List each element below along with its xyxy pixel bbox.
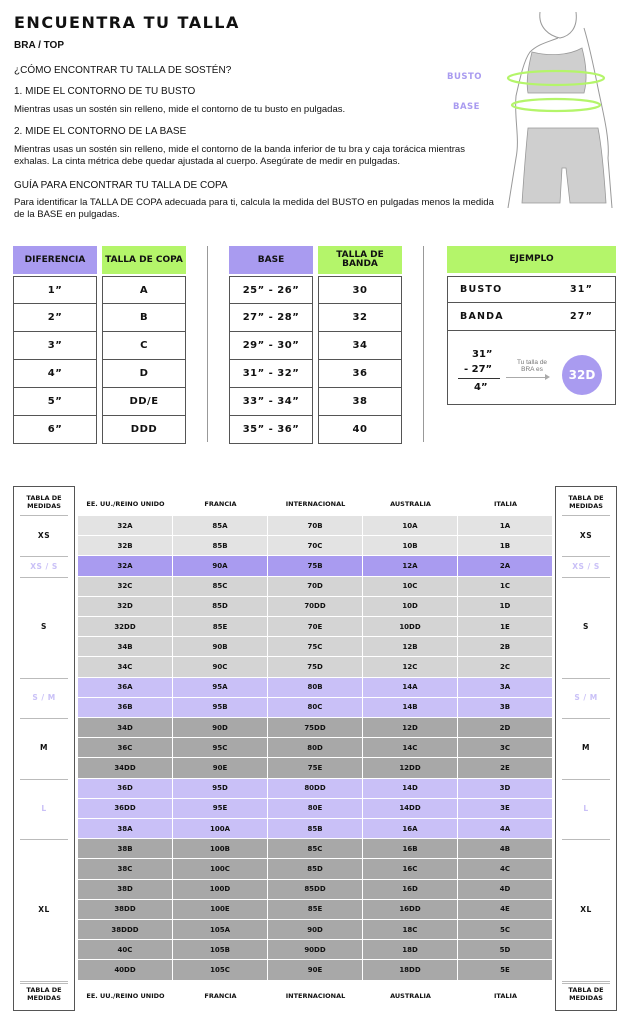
size-cell: 70C [268, 536, 363, 556]
page-title: ENCUENTRA TU TALLA [14, 13, 240, 32]
size-cell: 100B [173, 839, 268, 859]
size-cell: 85DD [268, 880, 363, 900]
busto-label: BUSTO [447, 72, 483, 82]
side-divider [562, 718, 610, 719]
torso-illustration [498, 8, 628, 208]
size-cell: 16D [363, 880, 458, 900]
size-cell: 100A [173, 819, 268, 839]
size-label: M [582, 743, 590, 753]
arrow-head-icon [545, 374, 550, 380]
side-divider [562, 983, 610, 984]
size-label: XS [579, 531, 593, 541]
calc-result: 4” [474, 382, 488, 393]
band-table-cell: 25” - 26” [229, 276, 313, 304]
size-cell: 2B [458, 637, 553, 657]
band-table-cell: 34 [318, 332, 402, 360]
side-header-top: TABLA DE MEDIDAS [568, 494, 604, 510]
band-table-cell: 31” - 32” [229, 360, 313, 388]
side-divider [20, 983, 68, 984]
size-cell: 90D [268, 920, 363, 940]
size-cell: 80E [268, 799, 363, 819]
size-cell: 95E [173, 799, 268, 819]
side-divider [20, 556, 68, 557]
size-cell: 4B [458, 839, 553, 859]
example-banda-key: BANDA [460, 311, 504, 322]
cup-table-cell: 4” [13, 360, 97, 388]
size-cell: 4A [458, 819, 553, 839]
side-divider [562, 678, 610, 679]
cup-table-cell: 3” [13, 332, 97, 360]
size-cell: 3B [458, 698, 553, 718]
size-cell: 32DD [78, 617, 173, 637]
size-cell: 2D [458, 718, 553, 738]
size-sidebar-right [555, 486, 617, 1011]
side-divider [20, 718, 68, 719]
size-cell: 90DD [268, 940, 363, 960]
size-cell: 10D [363, 597, 458, 617]
side-divider [562, 839, 610, 840]
column-header: FRANCIA [204, 500, 237, 508]
side-divider [20, 678, 68, 679]
size-cell: 14B [363, 698, 458, 718]
column-footer: AUSTRALIA [390, 991, 431, 1000]
size-cell: 2E [458, 758, 553, 778]
column-footer: EE. UU./REINO UNIDO [86, 991, 165, 1000]
cup-table-cell: DDD [102, 416, 186, 444]
size-cell: 36B [78, 698, 173, 718]
size-cell: 90E [268, 960, 363, 980]
example-section [447, 246, 616, 406]
side-divider [562, 577, 610, 578]
size-cell: 4E [458, 900, 553, 920]
size-cell: 16A [363, 819, 458, 839]
calc-bust: 31” [472, 349, 493, 360]
size-cell: 2A [458, 556, 553, 576]
size-cell: 70D [268, 577, 363, 597]
cup-table-cell: 1” [13, 276, 97, 304]
size-sidebar-left [13, 486, 75, 1011]
size-label: XS / S [30, 561, 58, 571]
size-cell: 3A [458, 678, 553, 698]
size-cell: 85E [268, 900, 363, 920]
size-cell: 1A [458, 516, 553, 536]
size-cell: 95C [173, 738, 268, 758]
column-footer: FRANCIA [204, 991, 237, 1000]
column-header: INTERNACIONAL [285, 500, 346, 508]
size-cell: 80DD [268, 779, 363, 799]
size-label: S [583, 622, 589, 632]
size-cell: 16C [363, 859, 458, 879]
side-divider [20, 981, 68, 982]
size-cell: 32A [78, 556, 173, 576]
column-header: EE. UU./REINO UNIDO [86, 500, 165, 508]
example-busto-row [447, 276, 616, 303]
size-cell: 70E [268, 617, 363, 637]
side-divider [20, 515, 68, 516]
size-cell: 90C [173, 657, 268, 677]
divider-left [207, 246, 208, 442]
size-cell: 80B [268, 678, 363, 698]
step1-heading: 1. MIDE EL CONTORNO DE TU BUSTO [14, 86, 196, 97]
size-cell: 1C [458, 577, 553, 597]
cup-table-cell: 2” [13, 304, 97, 332]
size-cell: 90B [173, 637, 268, 657]
size-cell: 40DD [78, 960, 173, 980]
size-cell: 1D [458, 597, 553, 617]
band-table-cell: 32 [318, 304, 402, 332]
size-cell: 16DD [363, 900, 458, 920]
column-footer: INTERNACIONAL [285, 991, 346, 1000]
size-cell: 36C [78, 738, 173, 758]
size-cell: 85D [268, 859, 363, 879]
column-header: AUSTRALIA [390, 500, 431, 508]
band-table-cell: 30 [318, 276, 402, 304]
side-header-top: TABLA DE MEDIDAS [26, 494, 62, 510]
size-cell: 32B [78, 536, 173, 556]
size-cell: 2C [458, 657, 553, 677]
size-cell: 14DD [363, 799, 458, 819]
size-cell: 5C [458, 920, 553, 940]
cup-table-cell: C [102, 332, 186, 360]
example-banda-value: 27” [570, 311, 594, 322]
size-cell: 12B [363, 637, 458, 657]
example-calculation [447, 331, 616, 405]
size-cell: 38A [78, 819, 173, 839]
size-cell: 36D [78, 779, 173, 799]
size-label: L [41, 803, 47, 813]
side-divider [562, 515, 610, 516]
size-chart [0, 486, 631, 1010]
side-divider [562, 779, 610, 780]
side-divider [20, 577, 68, 578]
size-cell: 90A [173, 556, 268, 576]
band-table-header: TALLA DE BANDA [318, 246, 402, 274]
band-table-cell: 33” - 34” [229, 388, 313, 416]
size-cell: 100C [173, 859, 268, 879]
size-cell: 34C [78, 657, 173, 677]
size-cell: 14A [363, 678, 458, 698]
size-cell: 40C [78, 940, 173, 960]
step3-text: Para identificar la TALLA DE COPA adecuada para ti, calcula la medida del BUSTO en pulgadas menos la medida de la BASE en pulgadas. [14, 197, 494, 220]
divider-right [423, 246, 424, 442]
band-table-cell: 36 [318, 360, 402, 388]
size-label: XS / S [572, 561, 600, 571]
size-cell: 32D [78, 597, 173, 617]
size-cell: 12C [363, 657, 458, 677]
size-cell: 12A [363, 556, 458, 576]
size-cell: 18DD [363, 960, 458, 980]
calc-base: - 27” [464, 364, 493, 375]
example-banda-row [447, 302, 616, 331]
size-cell: 90D [173, 718, 268, 738]
size-cell: 105C [173, 960, 268, 980]
result-badge: 32D [562, 355, 602, 395]
size-cell: 3C [458, 738, 553, 758]
size-cell: 16B [363, 839, 458, 859]
size-cell: 95A [173, 678, 268, 698]
size-cell: 80D [268, 738, 363, 758]
size-cell: 75B [268, 556, 363, 576]
example-busto-value: 31” [570, 284, 594, 295]
size-cell: 38B [78, 839, 173, 859]
size-cell: 14D [363, 779, 458, 799]
size-cell: 12D [363, 718, 458, 738]
size-cell: 18C [363, 920, 458, 940]
size-cell: 34B [78, 637, 173, 657]
size-cell: 100D [173, 880, 268, 900]
size-cell: 85C [268, 839, 363, 859]
size-cell: 10B [363, 536, 458, 556]
size-label: S / M [32, 692, 56, 702]
size-cell: 34D [78, 718, 173, 738]
size-cell: 3E [458, 799, 553, 819]
band-table-cell: 27” - 28” [229, 304, 313, 332]
size-cell: 32A [78, 516, 173, 536]
calc-rule [458, 378, 500, 379]
size-cell: 4D [458, 880, 553, 900]
size-cell: 85E [173, 617, 268, 637]
cup-table-cell: B [102, 304, 186, 332]
step2-heading: 2. MIDE EL CONTORNO DE LA BASE [14, 126, 187, 137]
size-label: XS [37, 531, 51, 541]
size-cell: 18D [363, 940, 458, 960]
size-label: M [40, 743, 48, 753]
band-table-cell: 35” - 36” [229, 416, 313, 444]
size-cell: 75DD [268, 718, 363, 738]
size-cell: 85D [173, 597, 268, 617]
body-figure [498, 8, 628, 208]
size-cell: 38DDD [78, 920, 173, 940]
column-footer: ITALIA [494, 991, 517, 1000]
side-divider [20, 779, 68, 780]
size-cell: 85B [268, 819, 363, 839]
size-cell: 38C [78, 859, 173, 879]
result-note: Tu talla de BRA es [516, 359, 548, 373]
size-label: S / M [574, 692, 598, 702]
size-cell: 85C [173, 577, 268, 597]
size-cell: 1E [458, 617, 553, 637]
intro-question: ¿CÓMO ENCONTRAR TU TALLA DE SOSTÉN? [14, 65, 232, 76]
side-header-bottom: TABLA DE MEDIDAS [568, 985, 604, 1002]
band-table-header: BASE [229, 246, 313, 274]
size-cell: 70B [268, 516, 363, 536]
size-cell: 5D [458, 940, 553, 960]
size-cell: 95B [173, 698, 268, 718]
size-cell: 75E [268, 758, 363, 778]
cup-table-cell: 6” [13, 416, 97, 444]
side-divider [20, 839, 68, 840]
band-table-cell: 29” - 30” [229, 332, 313, 360]
size-cell: 75C [268, 637, 363, 657]
column-header: ITALIA [494, 500, 517, 508]
size-cell: 1B [458, 536, 553, 556]
size-cell: 85B [173, 536, 268, 556]
size-label: L [583, 803, 589, 813]
size-cell: 34DD [78, 758, 173, 778]
size-cell: 85A [173, 516, 268, 536]
size-cell: 32C [78, 577, 173, 597]
cup-table-cell: DD/E [102, 388, 186, 416]
size-cell: 14C [363, 738, 458, 758]
cup-table-cell: D [102, 360, 186, 388]
size-cell: 105B [173, 940, 268, 960]
base-label: BASE [453, 102, 480, 112]
cup-table-header: TALLA DE COPA [102, 246, 186, 274]
side-divider [562, 556, 610, 557]
size-cell: 38DD [78, 900, 173, 920]
cup-table-header: DIFERENCIA [13, 246, 97, 274]
step3-heading: GUÍA PARA ENCONTRAR TU TALLA DE COPA [14, 180, 228, 191]
band-table-cell: 40 [318, 416, 402, 444]
size-cell: 80C [268, 698, 363, 718]
step1-text: Mientras usas un sostén sin relleno, mide el contorno de tu busto en pulgadas. [14, 104, 346, 115]
cup-table [13, 246, 188, 444]
size-cell: 100E [173, 900, 268, 920]
size-label: XL [580, 904, 592, 914]
size-cell: 3D [458, 779, 553, 799]
example-busto-key: BUSTO [460, 284, 503, 295]
size-cell: 36A [78, 678, 173, 698]
size-cell: 95D [173, 779, 268, 799]
size-cell: 4C [458, 859, 553, 879]
side-divider [562, 981, 610, 982]
page-subtitle: BRA / TOP [14, 40, 65, 51]
size-cell: 12DD [363, 758, 458, 778]
band-table-cell: 38 [318, 388, 402, 416]
size-cell: 10DD [363, 617, 458, 637]
size-cell: 70DD [268, 597, 363, 617]
example-header: EJEMPLO [447, 246, 616, 273]
size-label: S [41, 622, 47, 632]
size-cell: 10A [363, 516, 458, 536]
size-cell: 10C [363, 577, 458, 597]
size-cell: 90E [173, 758, 268, 778]
size-cell: 38D [78, 880, 173, 900]
size-label: XL [38, 904, 50, 914]
step2-text: Mientras usas un sostén sin relleno, mide el contorno de la banda inferior de tu bra y caja torácica mientras exhalas. La cinta métrica debe quedar ajustada al cuerpo. Asegúrate de medir en pulgadas. [14, 144, 465, 167]
size-cell: 75D [268, 657, 363, 677]
size-cell: 36DD [78, 799, 173, 819]
arrow-right-icon [506, 377, 548, 378]
size-cell: 5E [458, 960, 553, 980]
size-cell: 105A [173, 920, 268, 940]
cup-table-cell: A [102, 276, 186, 304]
side-header-bottom: TABLA DE MEDIDAS [26, 985, 62, 1002]
cup-table-cell: 5” [13, 388, 97, 416]
band-table [229, 246, 404, 444]
